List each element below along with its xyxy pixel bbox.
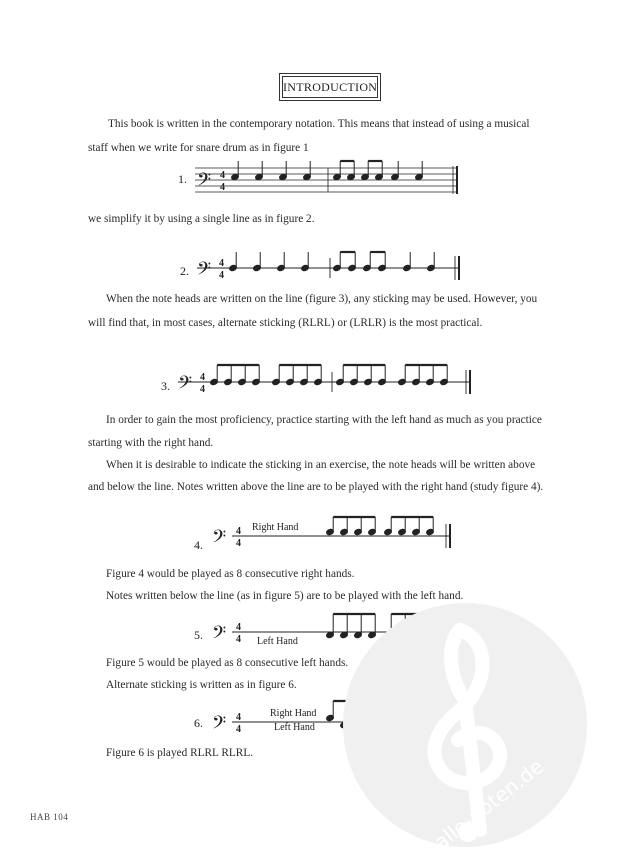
paragraph-left-hand-notes: Notes written below the line (as in figure 5) are to be played with the left hand. bbox=[106, 590, 464, 602]
bass-clef-icon: 𝄢 bbox=[212, 623, 227, 648]
paragraph-sticking-line1: When it is desirable to indicate the sticking in an exercise, the note heads will be written above bbox=[106, 459, 536, 471]
figure-6-number: 6. bbox=[194, 716, 203, 730]
paragraph-figure6-played: Figure 6 is played RLRL RLRL. bbox=[106, 747, 254, 759]
figure-6-right-hand-label: Right Hand bbox=[270, 708, 317, 719]
footer-code: HAB 104 bbox=[30, 812, 69, 822]
page-title: INTRODUCTION bbox=[282, 76, 378, 98]
figure-2-number: 2. bbox=[180, 264, 189, 278]
watermark-logo bbox=[340, 600, 590, 855]
figure-4-number: 4. bbox=[194, 538, 203, 552]
figure-1-notes bbox=[231, 161, 424, 181]
paragraph-proficiency-line1: In order to gain the most proficiency, practice starting with the left hand as much as you practice bbox=[106, 414, 542, 426]
bass-clef-icon: 𝄢 bbox=[212, 527, 227, 552]
figure-3-line bbox=[178, 362, 478, 398]
paragraph-note-heads-line1: When the note heads are written on the line (figure 3), any sticking may be used. However, you bbox=[106, 293, 538, 305]
bass-clef-icon: 𝄢 bbox=[178, 373, 193, 398]
figure-4-notes bbox=[326, 517, 435, 536]
paragraph-alternate-sticking: Alternate sticking is written as in figure 6. bbox=[106, 679, 297, 691]
watermark-text: alle-noten.de bbox=[429, 754, 549, 855]
time-sig-bottom: 4 bbox=[236, 724, 241, 735]
figure-4-line bbox=[212, 512, 458, 552]
paragraph-intro-line1: This book is written in the contemporary notation. This means that instead of using a musical bbox=[108, 118, 530, 130]
time-sig-top: 4 bbox=[236, 526, 241, 537]
figure-2-line bbox=[197, 248, 467, 284]
time-sig-top: 4 bbox=[220, 170, 225, 181]
figure-2-notes bbox=[229, 252, 436, 272]
time-sig-top: 4 bbox=[219, 258, 224, 269]
figure-1-staff bbox=[195, 160, 465, 200]
paragraph-figure5-played: Figure 5 would be played as 8 consecutive left hands. bbox=[106, 657, 349, 669]
figure-1-number: 1. bbox=[178, 172, 187, 186]
paragraph-figure4-played: Figure 4 would be played as 8 consecutive right hands. bbox=[106, 568, 355, 580]
time-sig-bottom: 4 bbox=[200, 384, 205, 395]
figure-3-notes bbox=[210, 365, 449, 386]
figure-3-number: 3. bbox=[161, 379, 170, 393]
paragraph-note-heads-line2: will find that, in most cases, alternate sticking (RLRL) or (LRLR) is the most practical. bbox=[88, 317, 483, 329]
paragraph-proficiency-line2: starting with the right hand. bbox=[88, 437, 214, 449]
bass-clef-icon: 𝄢 bbox=[212, 713, 227, 738]
figure-5-number: 5. bbox=[194, 628, 203, 642]
time-sig-bottom: 4 bbox=[219, 270, 224, 281]
figure-4-right-hand-label: Right Hand bbox=[252, 522, 299, 533]
time-sig-bottom: 4 bbox=[236, 538, 241, 549]
bass-clef-icon: 𝄢 bbox=[197, 259, 212, 284]
figure-6-left-hand-label: Left Hand bbox=[274, 722, 315, 733]
bass-clef-icon: 𝄢 bbox=[197, 170, 212, 195]
time-sig-top: 4 bbox=[200, 372, 205, 383]
time-sig-bottom: 4 bbox=[220, 182, 225, 193]
time-sig-top: 4 bbox=[236, 622, 241, 633]
time-sig-top: 4 bbox=[236, 712, 241, 723]
figure-5-left-hand-label: Left Hand bbox=[257, 636, 298, 647]
paragraph-intro-line2: staff when we write for snare drum as in figure 1 bbox=[88, 142, 309, 154]
paragraph-simplify: we simplify it by using a single line as in figure 2. bbox=[88, 213, 315, 225]
paragraph-sticking-line2: and below the line. Notes written above the line are to be played with the right hand (study figure 4). bbox=[88, 481, 544, 493]
time-sig-bottom: 4 bbox=[236, 634, 241, 645]
